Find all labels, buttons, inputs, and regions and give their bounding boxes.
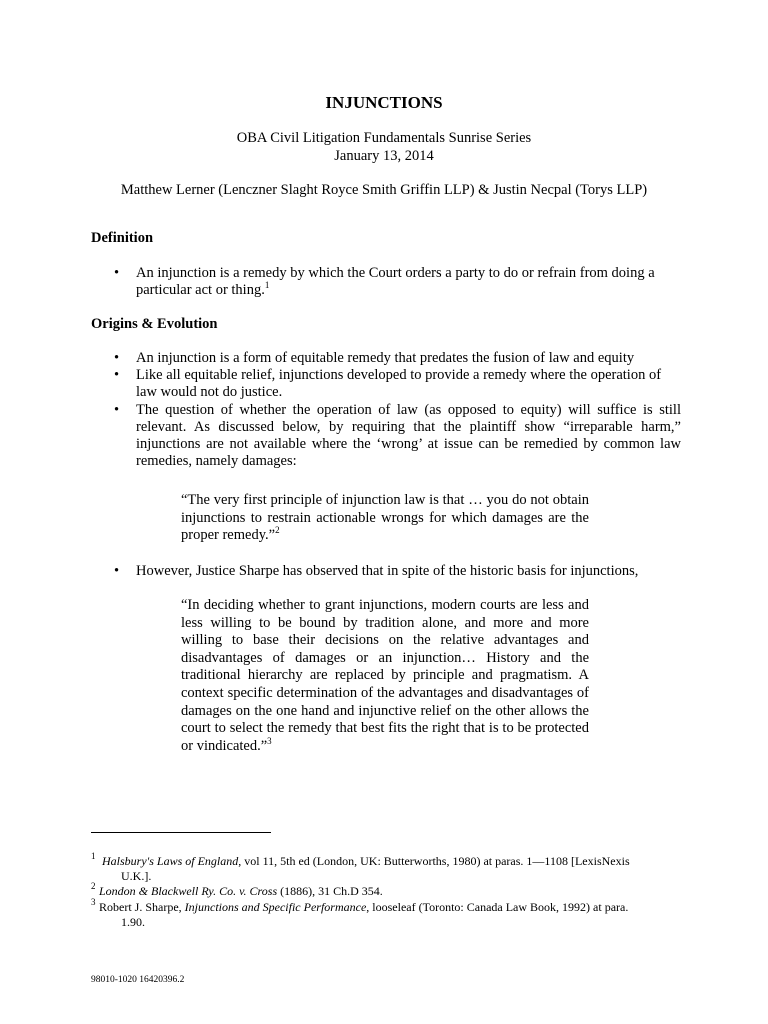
section-heading-origins: Origins & Evolution: [91, 316, 218, 332]
bullet-text: Like all equitable relief, injunctions developed to provide a remedy where the operation of law would not do justice.: [136, 367, 662, 401]
date-line: January 13, 2014: [334, 148, 434, 164]
bullet-text: However, Justice Sharpe has observed that in spite of the historic basis for injunctions,: [136, 563, 639, 579]
section-heading-definition: Definition: [91, 230, 154, 246]
footnote-1: $^1$ Halsbury's Laws of England, vol 11, 5th ed (London, UK: Butterworths, 1980) at paras. 1―1108 [LexisNexis U.K.].: [91, 854, 671, 883]
bullet-icon: •: [114, 265, 120, 281]
block-quote-1: [181, 492, 589, 545]
quote-text: “In deciding whether to grant injunctions, modern courts are less and less willing to be bound by tradition alone, and more and more willing to base their decisions on the relative advantages and disadvantages of damages or an injunction… History and the traditional hierarchy are replaced by principle and pragmatism. A context specific determination of the advantages and disadvantages of damages on the one hand and injunctive relief on the other allows the court to select the remedy that best fits the right that is to be protected or vindicated.”: [181, 597, 589, 754]
footnote-divider: [91, 832, 271, 833]
list-item: [91, 367, 681, 401]
footnote-text: , looseleaf (Toronto: Canada Law Book, 1992) at para.: [366, 900, 629, 914]
document-id: 98010-1020 16420396.2: [91, 975, 185, 985]
document-title: INJUNCTIONS: [325, 93, 443, 112]
footnote-text: Robert J. Sharpe,: [99, 900, 185, 914]
footnote-ref: 1: [264, 280, 270, 291]
footnote-italic: London & Blackwell Ry. Co. v. Cross: [99, 884, 278, 898]
footnote-italic: Halsbury's Laws of England: [102, 854, 239, 868]
block-quote-2: [181, 597, 589, 755]
bullet-icon: •: [114, 563, 120, 579]
list-item: [91, 402, 681, 471]
bullet-icon: •: [114, 350, 120, 366]
origins-list-continued: [91, 563, 681, 580]
definition-list: [91, 265, 681, 299]
footnote-text: , vol 11, 5th ed (London, UK: Butterworths, 1980) at paras. 1―1108 [LexisNexis: [238, 854, 630, 868]
series-line: OBA Civil Litigation Fundamentals Sunrise Series: [236, 130, 532, 146]
list-item: [91, 350, 681, 367]
footnote-3: $^3$ Robert J. Sharpe, Injunctions and Specific Performance, looseleaf (Toronto: Canada Law Book, 1992) at para. 1.90.: [91, 900, 671, 929]
footnote-ref: 2: [275, 525, 280, 536]
footnote-text: (1886), 31 Ch.D 354.: [277, 884, 383, 898]
footnote-2: $^2$ London & Blackwell Ry. Co. v. Cross (1886), 31 Ch.D 354.: [91, 881, 383, 898]
origins-list: [91, 350, 681, 470]
bullet-text: An injunction is a remedy by which the Court orders a party to do or refrain from doing a particular act or thing.: [136, 265, 655, 299]
bullet-icon: •: [114, 367, 120, 384]
bullet-text: An injunction is a form of equitable remedy that predates the fusion of law and equity: [136, 350, 635, 366]
authors-line: Matthew Lerner (Lenczner Slaght Royce Smith Griffin LLP) & Justin Necpal (Torys LLP): [120, 182, 648, 198]
quote-text: “The very first principle of injunction law is that … you do not obtain injunctions to restrain actionable wrongs for which damages are the proper remedy.”: [181, 492, 589, 544]
footnote-continuation: 1.90.: [121, 914, 145, 929]
bullet-icon: •: [114, 401, 120, 418]
footnote-continuation: U.K.].: [121, 868, 152, 883]
list-item: [91, 265, 681, 299]
footnote-ref: 3: [267, 735, 272, 746]
bullet-text: The question of whether the operation of law (as opposed to equity) will suffice is still relevant. As discussed below, by requiring that the plaintiff show “irreparable harm,” injunctions are not available where the ‘wrong’ at issue can be remedied by common law remedies, namely damages:: [136, 401, 681, 470]
footnote-italic: Injunctions and Specific Performance: [184, 900, 367, 914]
list-item: [91, 563, 681, 580]
